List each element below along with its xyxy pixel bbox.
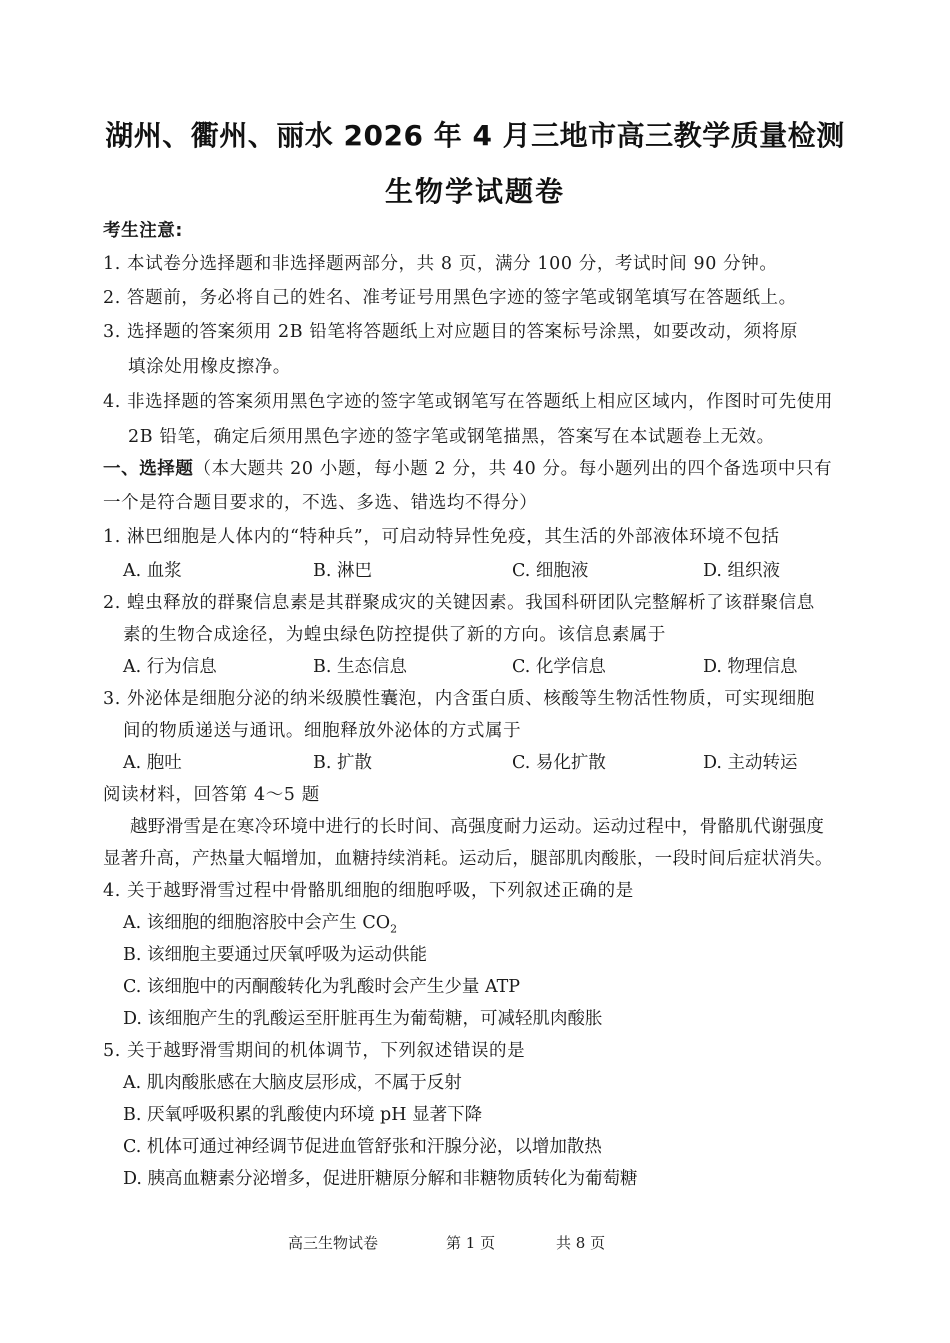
section-title: 一、选择题 (103, 459, 194, 479)
q2-option-a: A. 行为信息 (123, 657, 217, 677)
q3-option-c: C. 易化扩散 (512, 753, 606, 773)
notice-item-2: 2. 答题前，务必将自己的姓名、准考证号用黑色字迹的签字笔或钢笔填写在答题纸上。 (103, 288, 797, 308)
q4-option-a-sub: 2 (390, 922, 398, 936)
reading-intro: 阅读材料，回答第 4～5 题 (103, 785, 320, 805)
q2-option-c: C. 化学信息 (512, 657, 606, 677)
q2-stem-2: 素的生物合成途径，为蝗虫绿色防控提供了新的方向。该信息素属于 (123, 625, 666, 645)
section-header (103, 457, 832, 481)
q5-option-c: C. 机体可通过神经调节促进血管舒张和汗腺分泌，以增加散热 (123, 1137, 602, 1157)
q2-option-b: B. 生态信息 (313, 657, 407, 677)
notice-item-4-cont: 2B 铅笔，确定后须用黑色字迹的签字笔或钢笔描黑，答案写在本试题卷上无效。 (128, 427, 775, 447)
q3-option-d: D. 主动转运 (703, 753, 798, 773)
q4-stem: 4. 关于越野滑雪过程中骨骼肌细胞的细胞呼吸，下列叙述正确的是 (103, 881, 634, 901)
q4-option-c: C. 该细胞中的丙酮酸转化为乳酸时会产生少量 ATP (123, 977, 521, 997)
q3-stem-2: 间的物质递送与通讯。细胞释放外泌体的方式属于 (123, 721, 522, 741)
q5-option-a: A. 肌肉酸胀感在大脑皮层形成，不属于反射 (123, 1073, 462, 1093)
notice-item-1: 1. 本试卷分选择题和非选择题两部分，共 8 页，满分 100 分，考试时间 90 分钟。 (103, 254, 778, 274)
section-desc: （本大题共 20 小题，每小题 2 分，共 40 分。每小题列出的四个备选项中只有 (193, 459, 833, 479)
footer-total-pages: 共 8 页 (556, 1234, 606, 1252)
q5-stem: 5. 关于越野滑雪期间的机体调节，下列叙述错误的是 (103, 1041, 526, 1061)
q1-option-b: B. 淋巴 (313, 561, 372, 581)
q5-option-b: B. 厌氧呼吸积累的乳酸使内环境 pH 显著下降 (123, 1105, 483, 1125)
q3-option-a: A. 胞吐 (123, 753, 182, 773)
notice-heading: 考生注意: (103, 221, 183, 241)
q4-option-a-text: A. 该细胞的细胞溶胶中会产生 CO (123, 913, 391, 933)
q4-option-d: D. 该细胞产生的乳酸运至肝脏再生为葡萄糖，可减轻肌肉酸胀 (123, 1009, 603, 1029)
reading-paragraph-1: 越野滑雪是在寒冷环境中进行的长时间、高强度耐力运动。运动过程中，骨骼肌代谢强度 (130, 817, 825, 837)
exam-title: 湖州、衢州、丽水 2026 年 4 月三地市高三教学质量检测 (105, 119, 845, 152)
exam-subtitle: 生物学试题卷 (384, 175, 565, 208)
notice-item-3: 3. 选择题的答案须用 2B 铅笔将答题纸上对应题目的答案标号涂黑，如要改动，须将原 (103, 322, 799, 342)
q5-option-d: D. 胰高血糖素分泌增多，促进肝糖原分解和非糖物质转化为葡萄糖 (123, 1169, 638, 1189)
q1-option-c: C. 细胞液 (512, 561, 589, 581)
q4-option-a (123, 911, 397, 942)
q3-stem-1: 3. 外泌体是细胞分泌的纳米级膜性囊泡，内含蛋白质、核酸等生物活性物质，可实现细胞 (103, 689, 815, 709)
notice-item-3-cont: 填涂处用橡皮擦净。 (128, 357, 291, 377)
q1-option-d: D. 组织液 (703, 561, 781, 581)
reading-paragraph-2: 显著升高，产热量大幅增加，血糖持续消耗。运动后，腿部肌肉酸胀，一段时间后症状消失。 (103, 849, 833, 869)
q2-option-d: D. 物理信息 (703, 657, 798, 677)
q3-option-b: B. 扩散 (313, 753, 372, 773)
footer-exam-name: 高三生物试卷 (288, 1234, 379, 1252)
notice-item-4: 4. 非选择题的答案须用黑色字迹的签字笔或钢笔写在答题纸上相应区域内，作图时可先使用 (103, 392, 833, 412)
q1-option-a: A. 血浆 (123, 561, 182, 581)
q4-option-b: B. 该细胞主要通过厌氧呼吸为运动供能 (123, 945, 427, 965)
footer-page-number: 第 1 页 (446, 1234, 496, 1252)
q2-stem-1: 2. 蝗虫释放的群聚信息素是其群聚成灾的关键因素。我国科研团队完整解析了该群聚信息 (103, 593, 815, 613)
q1-stem: 1. 淋巴细胞是人体内的“特种兵”，可启动特异性免疫，其生活的外部液体环境不包括 (103, 527, 780, 547)
section-desc-cont: 一个是符合题目要求的，不选、多选、错选均不得分） (103, 493, 538, 513)
